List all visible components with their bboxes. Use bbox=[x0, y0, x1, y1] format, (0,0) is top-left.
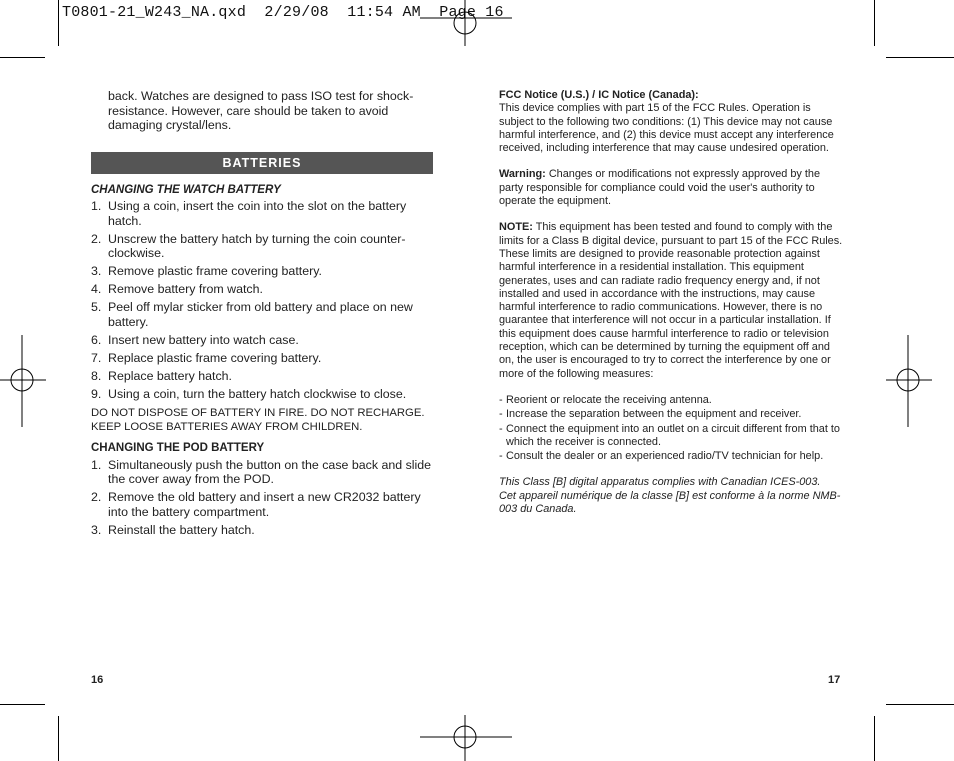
warning-paragraph bbox=[499, 168, 844, 208]
list-item: - Reorient or relocate the receiving antenna. bbox=[499, 393, 712, 406]
list-item: 9. Using a coin, turn the battery hatch clockwise to close. bbox=[91, 386, 407, 401]
crop-mark-bottom-right-h bbox=[886, 704, 954, 705]
list-item: 1. Simultaneously push the button on the case back and slide the cover away from the POD. bbox=[91, 457, 432, 486]
pod-battery-heading: CHANGING THE POD BATTERY bbox=[91, 442, 265, 454]
page-number-right: 17 bbox=[828, 674, 841, 686]
list-item: 3. Remove plastic frame covering battery. bbox=[91, 264, 322, 278]
batteries-banner: BATTERIES bbox=[91, 152, 433, 174]
list-item: 4. Remove battery from watch. bbox=[91, 282, 263, 296]
left-page-column bbox=[91, 89, 433, 541]
list-item: - Connect the equipment into an outlet on a circuit different from that to which the receiver is connected. bbox=[499, 422, 840, 448]
canada-compliance-english: This Class [B] digital apparatus complies with Canadian ICES-003. bbox=[499, 476, 821, 489]
list-item: 2. Unscrew the battery hatch by turning the coin counter-clockwise. bbox=[91, 231, 406, 260]
registration-mark-bottom bbox=[420, 715, 512, 761]
crop-mark-bottom-left-v bbox=[58, 716, 59, 761]
pod-battery-steps bbox=[91, 458, 433, 538]
warning-label: Warning: bbox=[499, 168, 546, 181]
registration-mark-right bbox=[886, 335, 932, 427]
intro-paragraph: back. Watches are designed to pass ISO test for shock-resistance. However, care should be taken to avoid damaging crystal/lens. bbox=[108, 89, 414, 132]
note-label: NOTE: bbox=[499, 221, 533, 234]
list-item: 5. Peel off mylar sticker from old battery and place on new battery. bbox=[91, 300, 413, 329]
crop-mark-top-left-v bbox=[58, 0, 59, 46]
print-slug: T0801-21_W243_NA.qxd 2/29/08 11:54 AM Page 16 bbox=[62, 4, 504, 21]
list-item: 3. Reinstall the battery hatch. bbox=[91, 522, 255, 537]
list-item: 1. Using a coin, insert the coin into the slot on the battery hatch. bbox=[91, 199, 407, 228]
warning-text: Changes or modifications not expressly approved by the party responsible for compliance could void the user's authority to operate the equipment. bbox=[499, 168, 821, 208]
list-item: - Increase the separation between the equipment and receiver. bbox=[499, 408, 802, 421]
watch-battery-steps bbox=[91, 199, 433, 401]
crop-mark-bottom-left-h bbox=[0, 704, 45, 705]
crop-mark-top-right-v bbox=[874, 0, 875, 46]
list-item: 6. Insert new battery into watch case. bbox=[91, 332, 299, 347]
list-item: 7. Replace plastic frame covering battery. bbox=[91, 350, 322, 365]
list-item: 8. Replace battery hatch. bbox=[91, 368, 232, 383]
watch-battery-heading: CHANGING THE WATCH BATTERY bbox=[91, 183, 281, 196]
list-item: - Consult the dealer or an experienced radio/TV technician for help. bbox=[499, 450, 824, 463]
registration-mark-left bbox=[0, 335, 46, 427]
list-item: 2. Remove the old battery and insert a new CR2032 battery into the battery compartment. bbox=[91, 490, 421, 519]
crop-mark-bottom-right-v bbox=[874, 716, 875, 761]
registration-mark-top bbox=[420, 0, 512, 46]
fcc-notice-heading: FCC Notice (U.S.) / IC Notice (Canada): bbox=[499, 89, 699, 101]
right-page-column bbox=[499, 89, 844, 516]
page-number-left: 16 bbox=[91, 674, 104, 686]
note-text: This equipment has been tested and found to comply with the limits for a Class B digital device, pursuant to part 15 of the FCC Rules. These limits are designed to provide reasonable protection against harmful interference in a residential installation. This equipment generates, uses and can radiate radio frequency energy and, if not installed and used in accordance with the instructions, may cause harmful interference to radio communications. However, there is no guarantee that interference will not occur in a particular installation. If this equipment does cause harmful interference to radio or television reception, which can be determined by turning the equipment off and on, the user is encouraged to try to correct the interference by one or more of the following measures: bbox=[499, 221, 843, 380]
battery-warning: DO NOT DISPOSE OF BATTERY IN FIRE. DO NOT RECHARGE. KEEP LOOSE BATTERIES AWAY FROM CHILDREN. bbox=[91, 407, 425, 433]
canada-compliance-french: Cet appareil numérique de la classe [B] est conforme à la norme NMB-003 du Canada. bbox=[499, 489, 841, 516]
note-paragraph bbox=[499, 221, 844, 381]
crop-mark-top-right-h bbox=[886, 57, 954, 58]
fcc-notice-text: This device complies with part 15 of the FCC Rules. Operation is subject to the following two conditions: (1) This device may not cause harmful interference, and (2) this device must accept any interference received, including interference that may cause undesired operation. bbox=[499, 102, 834, 155]
interference-measures bbox=[499, 394, 844, 463]
crop-mark-top-left-h bbox=[0, 57, 45, 58]
canada-compliance bbox=[499, 476, 844, 516]
